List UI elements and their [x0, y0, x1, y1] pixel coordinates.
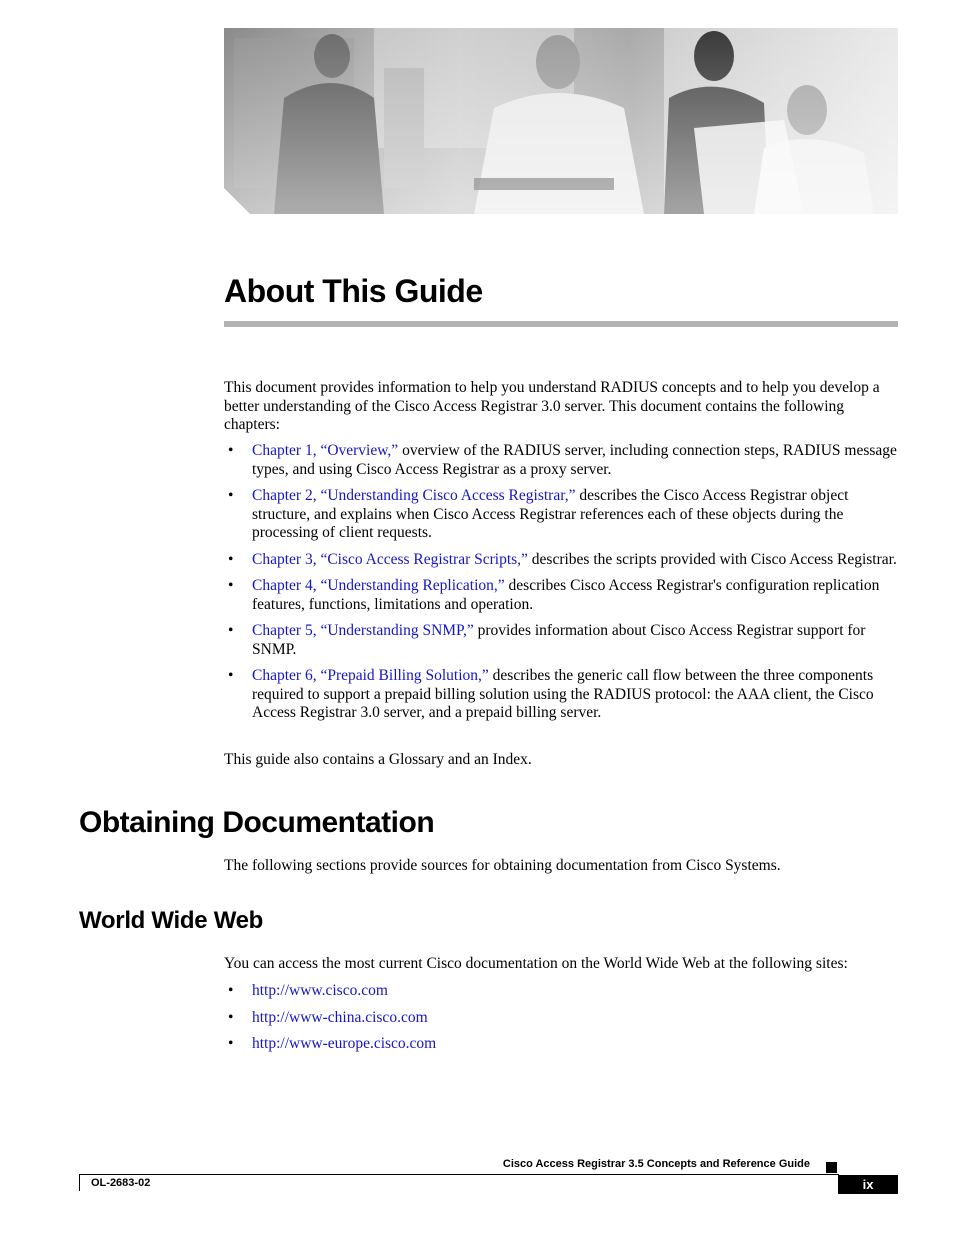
- obtaining-paragraph: The following sections provide sources for obtaining documentation from Cisco Systems.: [224, 857, 781, 874]
- chapter-3-description: describes the scripts provided with Cisco Access Registrar.: [527, 550, 897, 568]
- footer-doc-number: OL-2683-02: [91, 1177, 151, 1189]
- closing-paragraph: This guide also contains a Glossary and an Index.: [224, 751, 532, 768]
- website-list: [224, 982, 898, 1062]
- chapter-4-link[interactable]: Chapter 4, “Understanding Replication,”: [252, 577, 505, 594]
- bullet-icon: •: [228, 442, 234, 459]
- footer-marker: [826, 1162, 837, 1173]
- chapter-1-description: overview of the RADIUS server, including connection steps, RADIUS message types, and using Cisco Access Registrar as a proxy server.: [252, 442, 897, 478]
- people-meeting-photo-icon: [224, 28, 898, 214]
- chapter-2-description: describes the Cisco Access Registrar object structure, and explains when Cisco Access Registrar references each of these objects during the processing of client requests.: [252, 487, 849, 541]
- bullet-icon: •: [228, 982, 234, 999]
- cisco-china-link[interactable]: http://www-china.cisco.com: [252, 1008, 428, 1026]
- chapter-6-description: describes the generic call flow between the three components required to support a prepaid billing solution using the RADIUS protocol: the AAA client, the Cisco Access Registrar 3.0 server, and a prepaid billing server.: [252, 667, 874, 721]
- chapter-6-link[interactable]: Chapter 6, “Prepaid Billing Solution,”: [252, 667, 489, 684]
- section-heading-obtaining-documentation: Obtaining Documentation: [79, 806, 435, 839]
- footer-page-number: ix: [838, 1175, 898, 1194]
- chapter-5-description: provides information about Cisco Access Registrar support for SNMP.: [252, 622, 866, 658]
- bullet-icon: •: [228, 667, 234, 684]
- footer-tick: [79, 1174, 80, 1191]
- intro-paragraph: This document provides information to help you understand RADIUS concepts and to help you develop a better understanding of the Cisco Access Registrar 3.0 server. This document contains the following chapters:: [224, 379, 880, 433]
- bullet-icon: •: [228, 550, 234, 568]
- bullet-icon: •: [228, 1035, 234, 1052]
- cisco-link[interactable]: http://www.cisco.com: [252, 982, 388, 999]
- list-item: [224, 622, 898, 659]
- list-item: [224, 1009, 898, 1028]
- list-item: [224, 442, 898, 479]
- chapter-1-link[interactable]: Chapter 1, “Overview,”: [252, 442, 399, 459]
- list-item: [224, 551, 898, 570]
- footer-guide-title: Cisco Access Registrar 3.5 Concepts and Reference Guide: [502, 1158, 810, 1170]
- list-item: [224, 1035, 898, 1054]
- footer-rule: [79, 1174, 839, 1175]
- bullet-icon: •: [228, 487, 234, 504]
- section-heading-world-wide-web: World Wide Web: [79, 907, 264, 934]
- page-title: About This Guide: [224, 273, 483, 309]
- header-photo: [224, 28, 898, 214]
- chapter-list: [224, 442, 898, 731]
- chapter-5-link[interactable]: Chapter 5, “Understanding SNMP,”: [252, 622, 474, 639]
- list-item: [224, 577, 898, 614]
- bullet-icon: •: [228, 1008, 234, 1026]
- cisco-europe-link[interactable]: http://www-europe.cisco.com: [252, 1035, 437, 1052]
- bullet-icon: •: [228, 622, 234, 639]
- chapter-3-link[interactable]: Chapter 3, “Cisco Access Registrar Scripts,”: [252, 550, 528, 568]
- list-item: [224, 487, 898, 543]
- list-item: [224, 667, 898, 723]
- chapter-2-link[interactable]: Chapter 2, “Understanding Cisco Access Registrar,”: [252, 487, 576, 504]
- list-item: [224, 982, 898, 1001]
- bullet-icon: •: [228, 577, 234, 594]
- title-rule: [224, 321, 898, 327]
- chapter-4-description: describes Cisco Access Registrar's configuration replication features, functions, limitations and operation.: [252, 577, 880, 613]
- www-paragraph: You can access the most current Cisco documentation on the World Wide Web at the following sites:: [224, 955, 848, 972]
